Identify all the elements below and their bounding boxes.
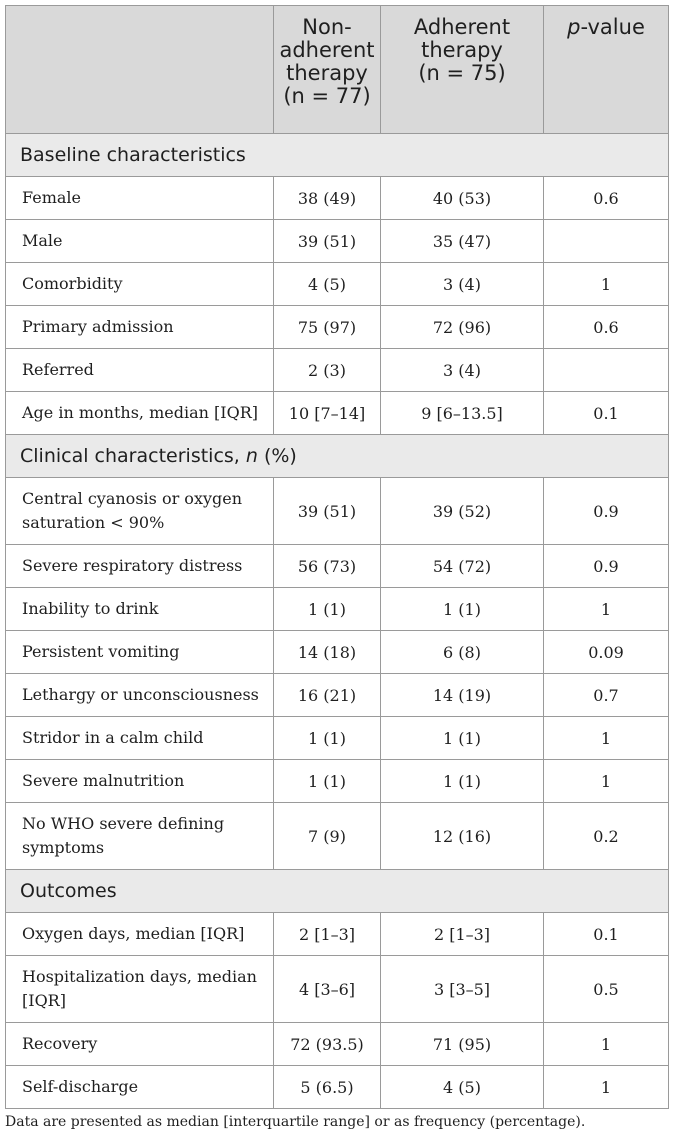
section-title-text: Baseline characteristics	[20, 144, 246, 166]
adherent-value: 3 (4)	[381, 263, 544, 306]
row-label: Stridor in a calm child	[6, 717, 274, 760]
adherent-value: 3 [3–5]	[381, 956, 544, 1023]
section-title-italic: n	[245, 445, 258, 467]
p-value: 1	[544, 717, 669, 760]
row-label-line1: Central cyanosis or oxygen	[22, 489, 243, 508]
adherent-value: 6 (8)	[381, 631, 544, 674]
header-non-adherent-l1: Non-	[302, 15, 352, 39]
adherent-value: 14 (19)	[381, 674, 544, 717]
table-row	[6, 306, 669, 349]
row-label: Oxygen days, median [IQR]	[6, 913, 274, 956]
header-adherent-n: (n = 75)	[418, 61, 506, 85]
row-label: Referred	[6, 349, 274, 392]
section-title	[6, 134, 669, 177]
non-adherent-value: 2 [1–3]	[274, 913, 381, 956]
table-row	[6, 631, 669, 674]
adherent-value: 9 [6–13.5]	[381, 392, 544, 435]
row-label-line1: Hospitalization days, median	[22, 967, 257, 986]
section-row	[6, 134, 669, 177]
adherent-value: 1 (1)	[381, 760, 544, 803]
adherent-value: 71 (95)	[381, 1023, 544, 1066]
section-title-text: Clinical characteristics,	[20, 445, 246, 467]
p-value: 1	[544, 1066, 669, 1109]
results-table	[5, 5, 669, 1109]
row-label: Severe respiratory distress	[6, 545, 274, 588]
non-adherent-value: 7 (9)	[274, 803, 381, 870]
adherent-value: 39 (52)	[381, 478, 544, 545]
adherent-value: 2 [1–3]	[381, 913, 544, 956]
header-non-adherent-l2: adherent	[279, 38, 375, 62]
p-value: 0.9	[544, 545, 669, 588]
p-value: 1	[544, 1023, 669, 1066]
adherent-value: 4 (5)	[381, 1066, 544, 1109]
p-value: 0.7	[544, 674, 669, 717]
p-value: 1	[544, 588, 669, 631]
table-row	[6, 1066, 669, 1109]
header-row	[6, 6, 669, 134]
row-label: Primary admission	[6, 306, 274, 349]
row-label	[6, 956, 274, 1023]
row-label	[6, 803, 274, 870]
table-row	[6, 545, 669, 588]
table-row	[6, 1023, 669, 1066]
non-adherent-value: 75 (97)	[274, 306, 381, 349]
non-adherent-value: 39 (51)	[274, 220, 381, 263]
row-label: Age in months, median [IQR]	[6, 392, 274, 435]
row-label-line2: saturation < 90%	[22, 513, 165, 532]
table-row	[6, 349, 669, 392]
section-title	[6, 435, 669, 478]
row-label-line2: symptoms	[22, 838, 105, 857]
p-value: 0.5	[544, 956, 669, 1023]
table-row	[6, 760, 669, 803]
row-label: Female	[6, 177, 274, 220]
row-label: Self-discharge	[6, 1066, 274, 1109]
table-row	[6, 478, 669, 545]
p-value: 0.09	[544, 631, 669, 674]
non-adherent-value: 10 [7–14]	[274, 392, 381, 435]
table-container	[5, 5, 668, 1130]
row-label: Comorbidity	[6, 263, 274, 306]
table-row	[6, 956, 669, 1023]
adherent-value: 35 (47)	[381, 220, 544, 263]
header-non-adherent	[274, 6, 381, 134]
table-row	[6, 717, 669, 760]
row-label: Persistent vomiting	[6, 631, 274, 674]
p-value: 0.1	[544, 392, 669, 435]
p-value	[544, 220, 669, 263]
header-p-rest: -value	[580, 15, 645, 39]
header-p-italic: p	[567, 15, 581, 39]
section-title-suffix: (%)	[257, 445, 297, 467]
non-adherent-value: 1 (1)	[274, 717, 381, 760]
non-adherent-value: 4 [3–6]	[274, 956, 381, 1023]
header-adherent-l2: therapy	[421, 38, 503, 62]
footnote: Data are presented as median [interquartile range] or as frequency (percentage).	[5, 1114, 586, 1130]
row-label: Male	[6, 220, 274, 263]
non-adherent-value: 1 (1)	[274, 588, 381, 631]
p-value: 0.6	[544, 177, 669, 220]
adherent-value: 1 (1)	[381, 588, 544, 631]
table-row	[6, 177, 669, 220]
non-adherent-value: 72 (93.5)	[274, 1023, 381, 1066]
header-non-adherent-n: (n = 77)	[283, 84, 371, 108]
table-row	[6, 588, 669, 631]
row-label-line2: [IQR]	[22, 991, 66, 1010]
non-adherent-value: 4 (5)	[274, 263, 381, 306]
adherent-value: 12 (16)	[381, 803, 544, 870]
adherent-value: 1 (1)	[381, 717, 544, 760]
section-row	[6, 435, 669, 478]
table-body	[6, 134, 669, 1109]
section-title	[6, 870, 669, 913]
p-value: 1	[544, 263, 669, 306]
p-value: 0.1	[544, 913, 669, 956]
p-value	[544, 349, 669, 392]
adherent-value: 72 (96)	[381, 306, 544, 349]
non-adherent-value: 39 (51)	[274, 478, 381, 545]
p-value: 0.9	[544, 478, 669, 545]
table-row	[6, 913, 669, 956]
p-value: 1	[544, 760, 669, 803]
adherent-value: 3 (4)	[381, 349, 544, 392]
header-adherent	[381, 6, 544, 134]
non-adherent-value: 16 (21)	[274, 674, 381, 717]
section-row	[6, 870, 669, 913]
row-label: Recovery	[6, 1023, 274, 1066]
non-adherent-value: 14 (18)	[274, 631, 381, 674]
header-blank	[6, 6, 274, 134]
table-row	[6, 803, 669, 870]
p-value: 0.2	[544, 803, 669, 870]
table-row	[6, 263, 669, 306]
header-adherent-l1: Adherent	[413, 15, 511, 39]
non-adherent-value: 2 (3)	[274, 349, 381, 392]
p-value: 0.6	[544, 306, 669, 349]
row-label-line1: No WHO severe defining	[22, 814, 225, 833]
non-adherent-value: 1 (1)	[274, 760, 381, 803]
adherent-value: 40 (53)	[381, 177, 544, 220]
row-label: Severe malnutrition	[6, 760, 274, 803]
table-row	[6, 220, 669, 263]
row-label: Lethargy or unconsciousness	[6, 674, 274, 717]
non-adherent-value: 5 (6.5)	[274, 1066, 381, 1109]
header-non-adherent-l3: therapy	[286, 61, 368, 85]
row-label: Inability to drink	[6, 588, 274, 631]
row-label	[6, 478, 274, 545]
section-title-text: Outcomes	[20, 880, 117, 902]
non-adherent-value: 38 (49)	[274, 177, 381, 220]
header-p-value	[544, 6, 669, 134]
non-adherent-value: 56 (73)	[274, 545, 381, 588]
table-row	[6, 392, 669, 435]
adherent-value: 54 (72)	[381, 545, 544, 588]
table-row	[6, 674, 669, 717]
